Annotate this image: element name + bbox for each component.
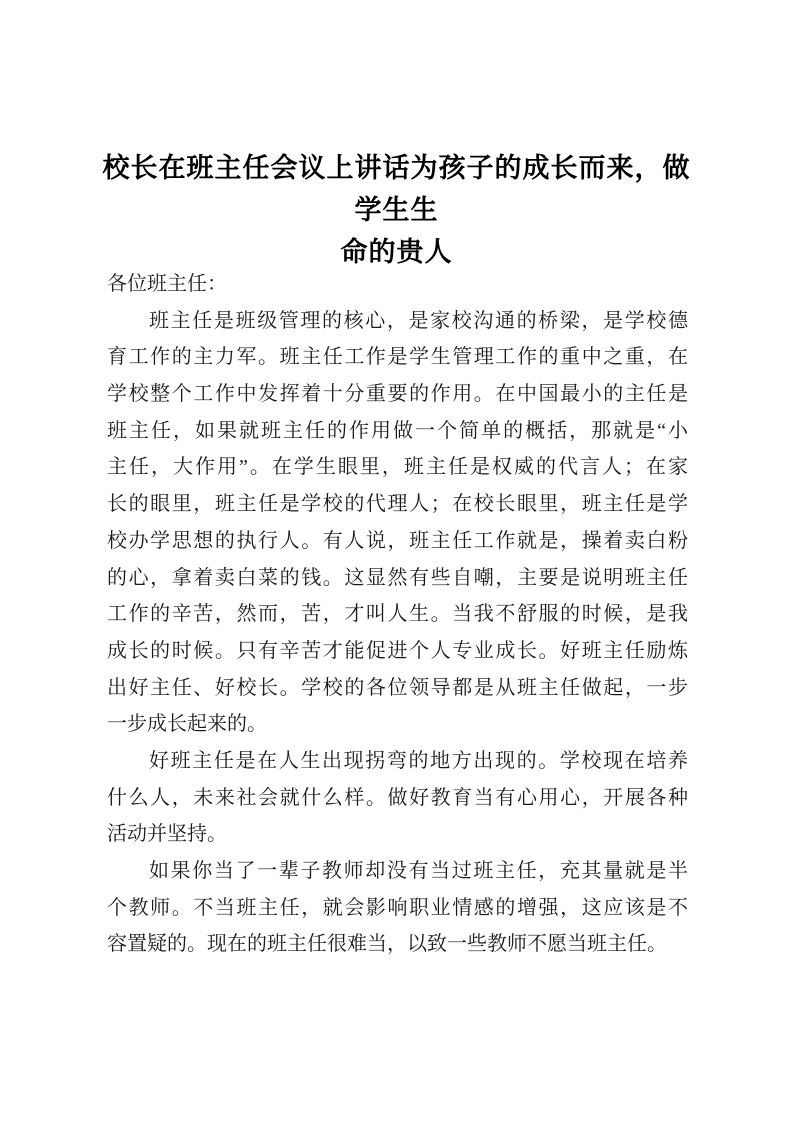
body-line: 活动并坚持。 [107,823,227,846]
body-line: 成长的时候。只有辛苦才能促进个人专业成长。好班主任励炼 [107,639,688,662]
document-title-line-1: 校长在班主任会议上讲话为孩子的成长而来，做学生生 [102,153,691,225]
body-line: 班主任是班级管理的核心，是家校沟通的桥梁，是学校德 [149,309,688,332]
body-line: 个教师。不当班主任，就会影响职业情感的增强，这应该是不 [107,896,688,919]
body-line: 如果你当了一辈子教师却没有当过班主任，充其量就是半 [149,860,688,882]
body-line: 什么人，未来社会就什么样。做好教育当有心用心，开展各种 [107,786,688,809]
document-body [107,266,688,963]
body-line: 班主任，如果就班主任的作用做一个简单的概括，那就是“小 [107,419,688,442]
body-line: 长的眼里，班主任是学校的代理人；在校长眼里，班主任是学 [107,493,688,516]
body-line: 的心，拿着卖白菜的钱。这显然有些自嘲，主要是说明班主任 [107,566,688,589]
body-line: 出好主任、好校长。学校的各位领导都是从班主任做起，一步 [107,676,688,699]
body-line: 一步成长起来的。 [107,713,267,736]
body-line: 校办学思想的执行人。有人说，班主任工作就是，操着卖白粉 [107,529,688,552]
body-line: 容置疑的。现在的班主任很难当，以致一些教师不愿当班主任。 [107,933,667,956]
body-line: 好班主任是在人生出现拐弯的地方出现的。学校现在培养 [149,749,688,772]
document-title-line-2: 命的贵人 [340,237,453,267]
body-line: 工作的辛苦，然而，苦，才叫人生。当我不舒服的时候，是我 [107,603,688,626]
body-line: 主任，大作用”。在学生眼里，班主任是权威的代言人；在家 [107,456,688,479]
body-line: 学校整个工作中发挥着十分重要的作用。在中国最小的主任是 [107,383,688,406]
body-line: 育工作的主力军。班主任工作是学生管理工作的重中之重，在 [107,346,688,369]
body-line: 各位班主任： [107,273,227,295]
document-title [90,147,703,273]
